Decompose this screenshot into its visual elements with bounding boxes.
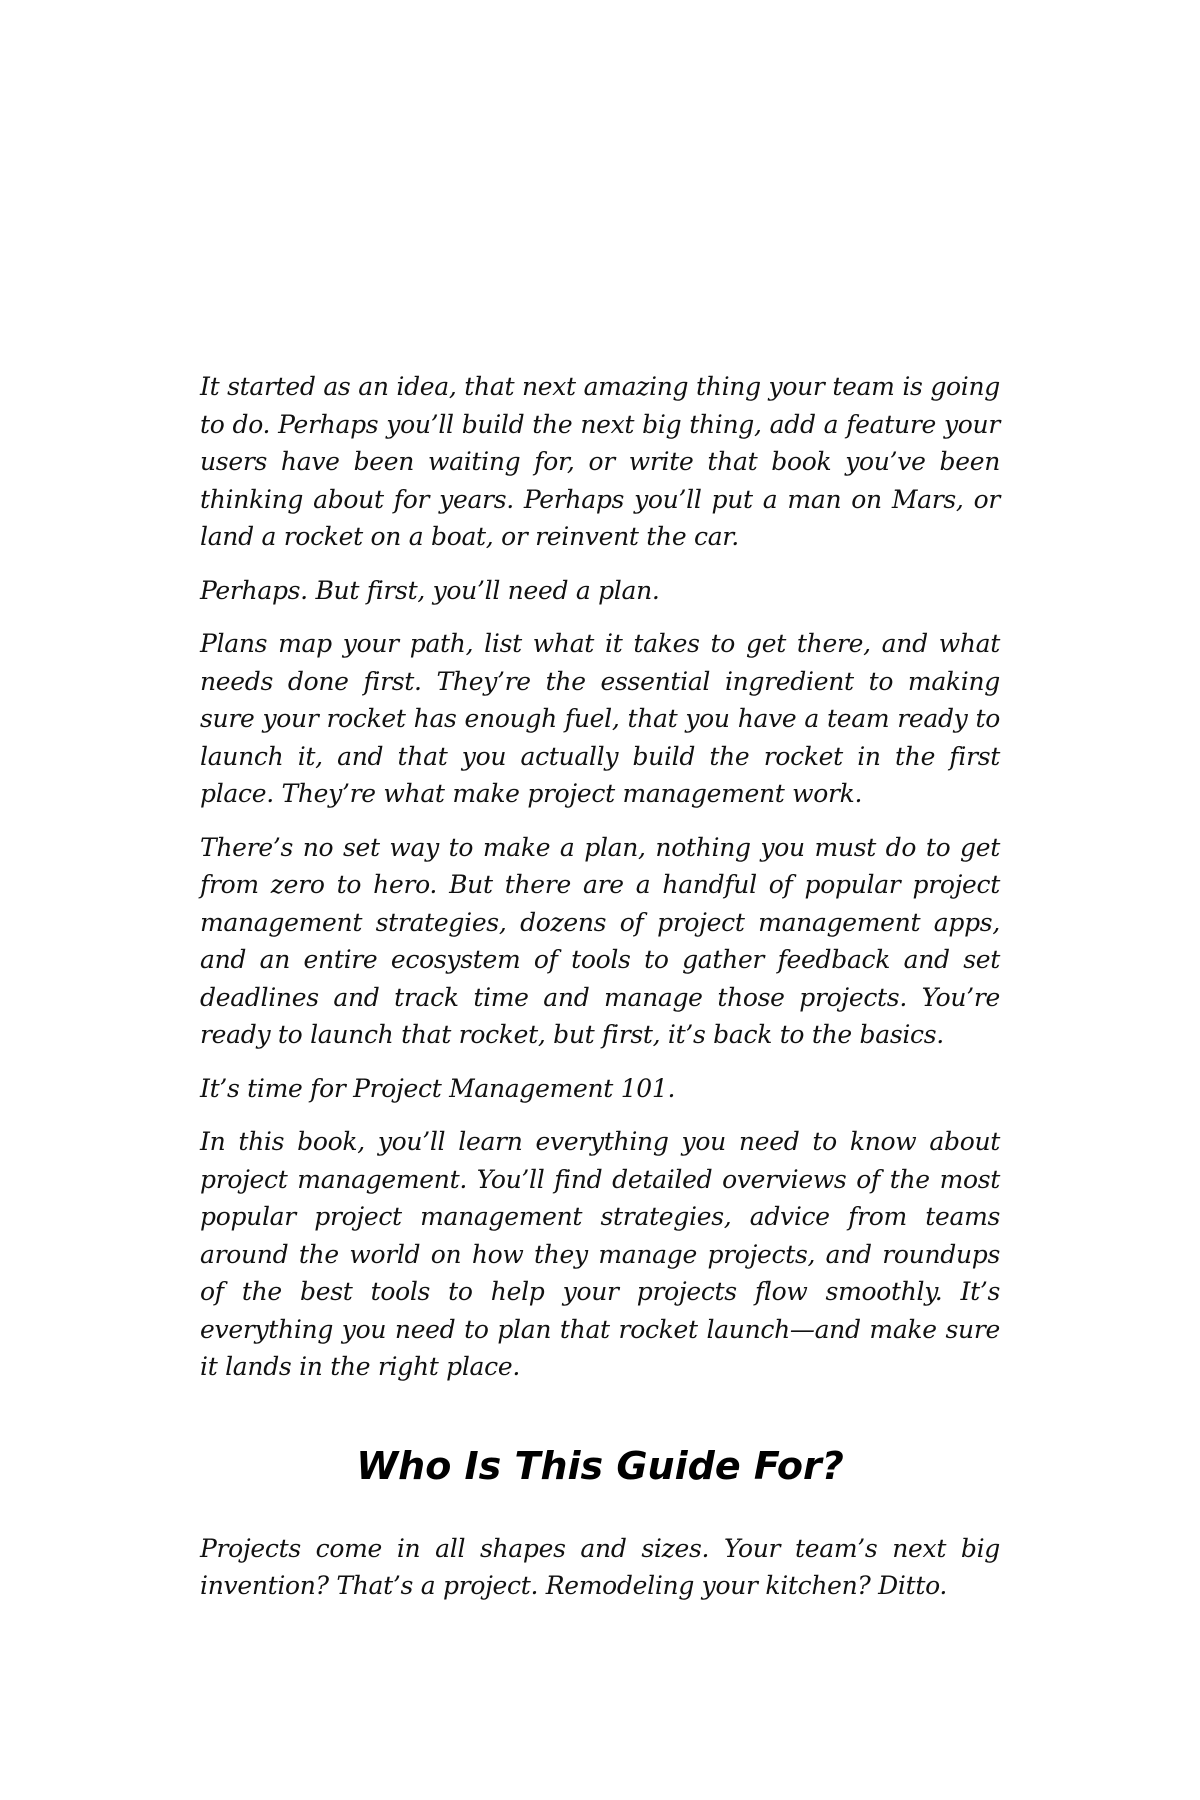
intro-paragraph-4: There’s no set way to make a plan, nothing you must do to get from zero to hero. But there are a handful of popular project management strategies, dozens of project management apps, and an entire ecosystem of tools to gather feedback and set deadlines and track time and manage those projects. You’re ready to launch that rocket, but first, it’s back to the basics. xyxy=(200,832,1000,1049)
section-paragraph-1: Projects come in all shapes and sizes. Your team’s next big invention? That’s a project. Remodeling your kitchen? Ditto. xyxy=(200,1533,1000,1600)
intro-paragraph-3: Plans map your path, list what it takes to get there, and what needs done first. They’re the essential ingredient to making sure your rocket has enough fuel, that you have a team ready to launch it, and that you actually build the rocket in the first place. They’re what make project management work. xyxy=(200,629,1000,808)
section-heading: Who Is This Guide For? xyxy=(356,1443,844,1488)
intro-paragraph-6: In this book, you’ll learn everything you need to know about project management. You’ll find detailed overviews of the most popular project management strategies, advice from teams around the world on how they manage projects, and roundups of the best tools to help your projects flow smoothly. It’s everything you need to plan that rocket launch—and make sure it lands in the right place. xyxy=(200,1127,1000,1381)
intro-paragraph-2: Perhaps. But first, you’ll need a plan. xyxy=(200,575,660,605)
page-text-block xyxy=(200,368,1000,1621)
intro-paragraph-5: It’s time for Project Management 101. xyxy=(200,1073,676,1103)
intro-paragraph-1: It started as an idea, that next amazing thing your team is going to do. Perhaps you’ll build the next big thing, add a feature your users have been waiting for, or write that book you’ve been thinking about for years. Perhaps you’ll put a man on Mars, or land a rocket on a boat, or reinvent the car. xyxy=(200,372,1000,551)
